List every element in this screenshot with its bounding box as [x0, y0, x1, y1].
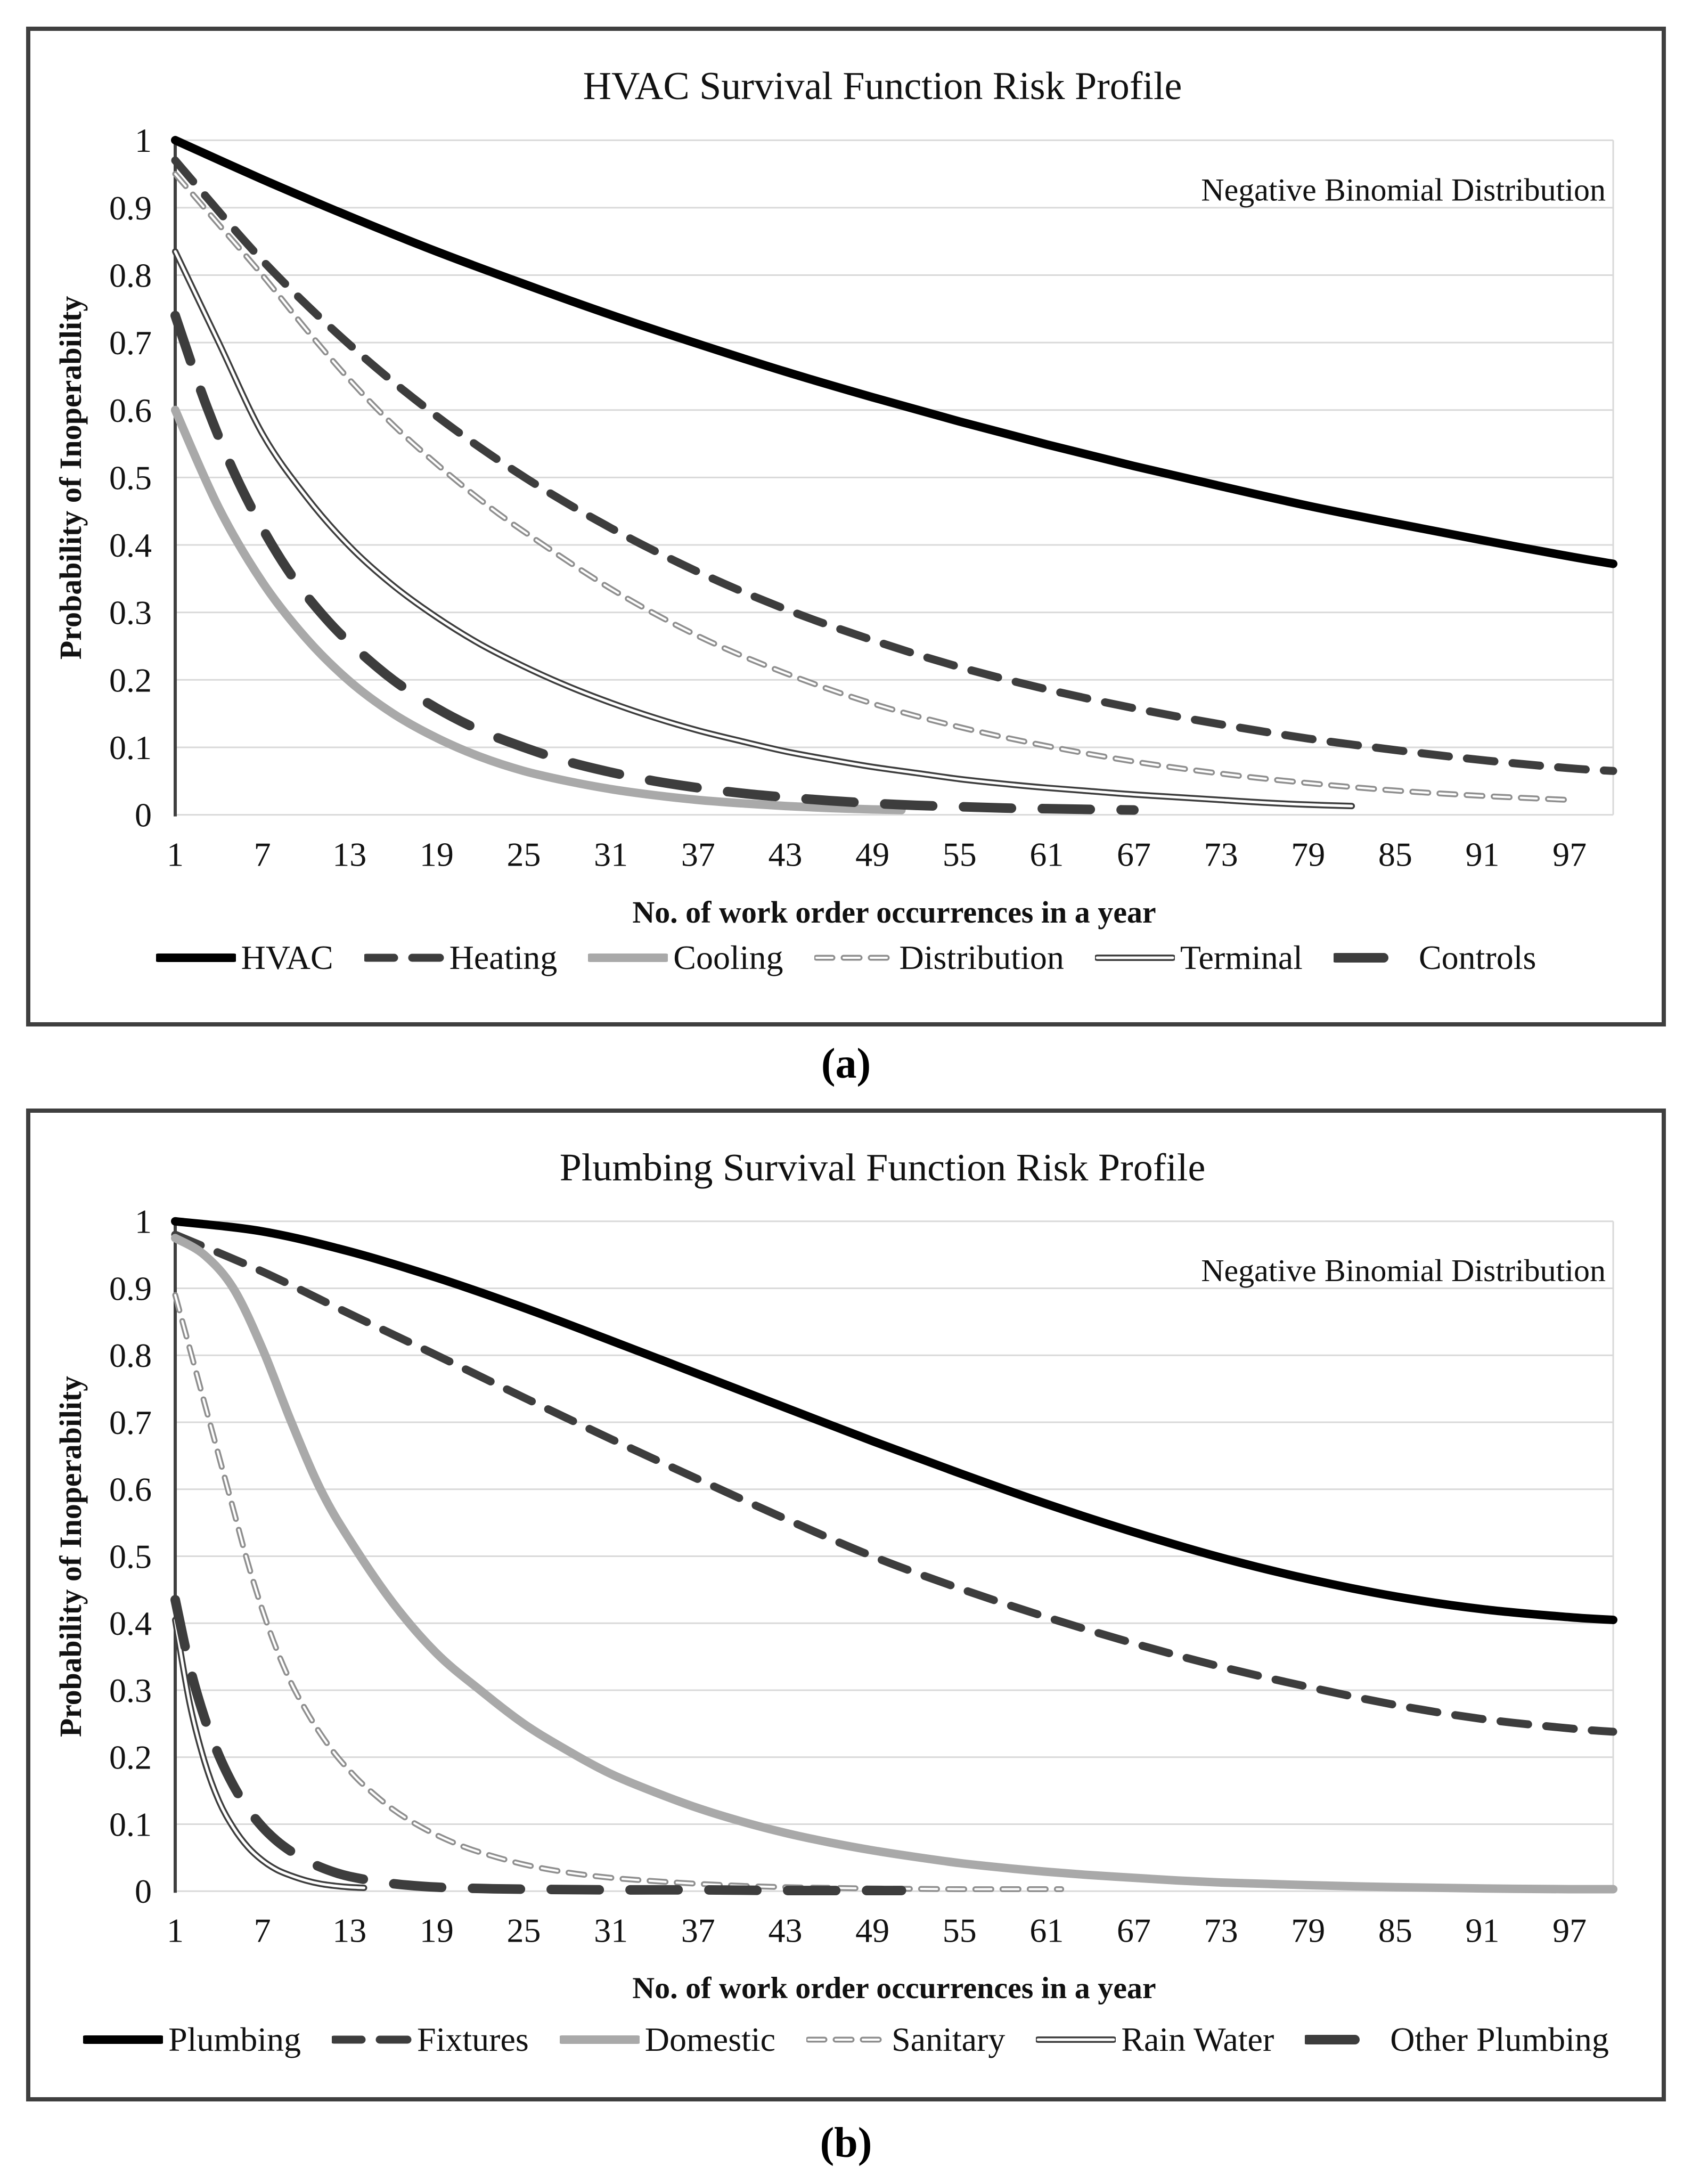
x-tick-label: 73: [1204, 835, 1238, 874]
legend-label: Rain Water: [1121, 2020, 1274, 2058]
y-axis-title: Probability of Inoperability: [53, 1376, 88, 1737]
x-tick-label: 7: [254, 1911, 271, 1950]
series-line-sanitary: [175, 1295, 1061, 1889]
y-tick-label: 0.8: [109, 1337, 152, 1375]
legend-label: Sanitary: [892, 2020, 1006, 2058]
legend-swatch: [1095, 951, 1175, 965]
x-tick-label: 43: [768, 1911, 803, 1950]
legend-swatch: [156, 951, 236, 965]
x-tick-label: 19: [419, 835, 454, 874]
plumbing-chart-panel: [26, 1109, 1666, 2101]
y-tick-label: 1: [134, 1202, 152, 1241]
legend-item-distribution: [814, 938, 1064, 977]
y-tick-label: 0.9: [109, 189, 152, 227]
legend-label: Fixtures: [417, 2020, 529, 2058]
y-tick-label: 0.2: [109, 661, 152, 699]
x-tick-label: 19: [419, 1911, 454, 1950]
caption-b: (b): [820, 2120, 872, 2166]
y-tick-label: 0.2: [109, 1738, 152, 1776]
x-tick-label: 49: [855, 1911, 890, 1950]
y-tick-label: 0.3: [109, 1672, 152, 1709]
x-tick-label: 55: [942, 835, 977, 874]
legend-label: Cooling: [673, 939, 783, 976]
legend-item-rain-water: [1036, 2020, 1274, 2059]
y-tick-label: 0.1: [109, 728, 152, 767]
y-axis-title: Probability of Inoperability: [53, 296, 88, 660]
y-tick-label: 0.3: [109, 593, 152, 632]
series-line-fixtures: [175, 1235, 1613, 1732]
legend-label: Other Plumbing: [1390, 2020, 1609, 2058]
series-line-terminal: [175, 251, 1352, 806]
y-tick-label: 0.4: [109, 526, 152, 565]
distribution-annotation: Negative Binomial Distribution: [1201, 172, 1606, 208]
y-tick-label: 0.4: [109, 1604, 152, 1643]
caption-a: (a): [821, 1040, 871, 1087]
legend-swatch: [806, 2033, 886, 2047]
hvac-chart-canvas: [30, 31, 1662, 1022]
x-tick-label: 67: [1117, 835, 1151, 874]
legend-label: Heating: [449, 939, 558, 976]
series-line-inner-terminal: [175, 251, 1352, 806]
x-tick-label: 85: [1378, 835, 1412, 874]
x-tick-label: 91: [1465, 835, 1500, 874]
x-tick-label: 49: [855, 835, 890, 874]
y-tick-label: 1: [135, 121, 152, 160]
series-line-other-plumbing: [175, 1600, 902, 1890]
legend-item-domestic: [560, 2020, 775, 2059]
y-tick-label: 0.7: [109, 324, 152, 362]
legend-swatch: [1036, 2033, 1116, 2047]
x-tick-label: 37: [681, 1911, 715, 1950]
plumbing-chart-canvas: [30, 1113, 1662, 2097]
legend-item-terminal: [1095, 938, 1303, 977]
y-tick-label: 0.5: [109, 1537, 152, 1576]
x-tick-label: 43: [768, 835, 803, 874]
y-tick-label: 0: [134, 1872, 152, 1911]
y-tick-label: 0.9: [109, 1269, 152, 1308]
x-tick-label: 73: [1204, 1911, 1238, 1950]
legend-item-controls: [1334, 938, 1536, 977]
legend-swatch: [560, 2033, 640, 2047]
legend-swatch: [364, 951, 444, 965]
x-tick-label: 25: [506, 835, 541, 874]
x-tick-label: 67: [1117, 1911, 1151, 1950]
x-tick-label: 79: [1291, 835, 1326, 874]
y-tick-label: 0.5: [109, 459, 152, 497]
plot-layers: [109, 121, 1613, 873]
x-tick-label: 61: [1029, 835, 1064, 874]
x-tick-label: 91: [1465, 1911, 1500, 1950]
legend-item-other-plumbing: [1305, 2020, 1609, 2059]
series-line-inner-sanitary: [175, 1295, 1061, 1889]
legend-item-fixtures: [332, 2020, 529, 2059]
x-tick-label: 79: [1291, 1911, 1326, 1950]
legend-label: Distribution: [899, 939, 1064, 976]
legend-item-plumbing: [83, 2020, 301, 2059]
legend: [30, 2014, 1662, 2065]
legend-item-sanitary: [806, 2020, 1005, 2059]
legend-item-heating: [364, 938, 558, 977]
legend-swatch: [83, 2033, 163, 2047]
x-tick-label: 25: [506, 1911, 541, 1950]
x-tick-label: 31: [594, 1911, 628, 1950]
x-tick-label: 85: [1378, 1911, 1412, 1950]
distribution-annotation: Negative Binomial Distribution: [1201, 1253, 1606, 1289]
x-tick-label: 37: [681, 835, 715, 874]
legend-label: Domestic: [644, 2020, 776, 2058]
x-tick-label: 13: [332, 835, 367, 874]
y-tick-label: 0.8: [109, 256, 152, 295]
x-tick-label: 55: [942, 1911, 977, 1950]
x-tick-label: 1: [167, 835, 184, 874]
y-tick-label: 0.1: [109, 1805, 152, 1844]
x-tick-label: 7: [254, 835, 271, 874]
x-tick-label: 13: [332, 1911, 367, 1950]
x-axis-title: No. of work order occurrences in a year: [632, 894, 1156, 930]
legend-item-hvac: [156, 938, 333, 977]
y-tick-label: 0.7: [109, 1404, 152, 1441]
x-tick-label: 61: [1029, 1911, 1064, 1950]
legend-label: HVAC: [241, 939, 333, 976]
x-axis-title: No. of work order occurrences in a year: [632, 1970, 1156, 2006]
legend-swatch: [1305, 2033, 1385, 2047]
legend-label: Terminal: [1180, 939, 1303, 976]
legend: [30, 932, 1662, 983]
legend-label: Plumbing: [168, 2020, 301, 2058]
x-tick-label: 97: [1552, 1911, 1587, 1950]
legend-swatch: [814, 951, 894, 965]
chart-title: HVAC Survival Function Risk Profile: [583, 64, 1182, 109]
legend-label: Controls: [1418, 939, 1536, 976]
plot-layers: [109, 1203, 1613, 1950]
hvac-chart-panel: [26, 27, 1666, 1026]
y-tick-label: 0.6: [109, 391, 152, 429]
chart-title: Plumbing Survival Function Risk Profile: [559, 1145, 1206, 1189]
x-tick-label: 31: [594, 835, 628, 874]
y-tick-label: 0: [135, 796, 152, 834]
legend-swatch: [1334, 951, 1413, 965]
legend-item-cooling: [588, 938, 783, 977]
legend-swatch: [332, 2033, 412, 2047]
legend-swatch: [588, 951, 668, 965]
y-tick-label: 0.6: [109, 1470, 152, 1509]
x-tick-label: 1: [166, 1911, 184, 1950]
x-tick-label: 97: [1552, 835, 1587, 874]
